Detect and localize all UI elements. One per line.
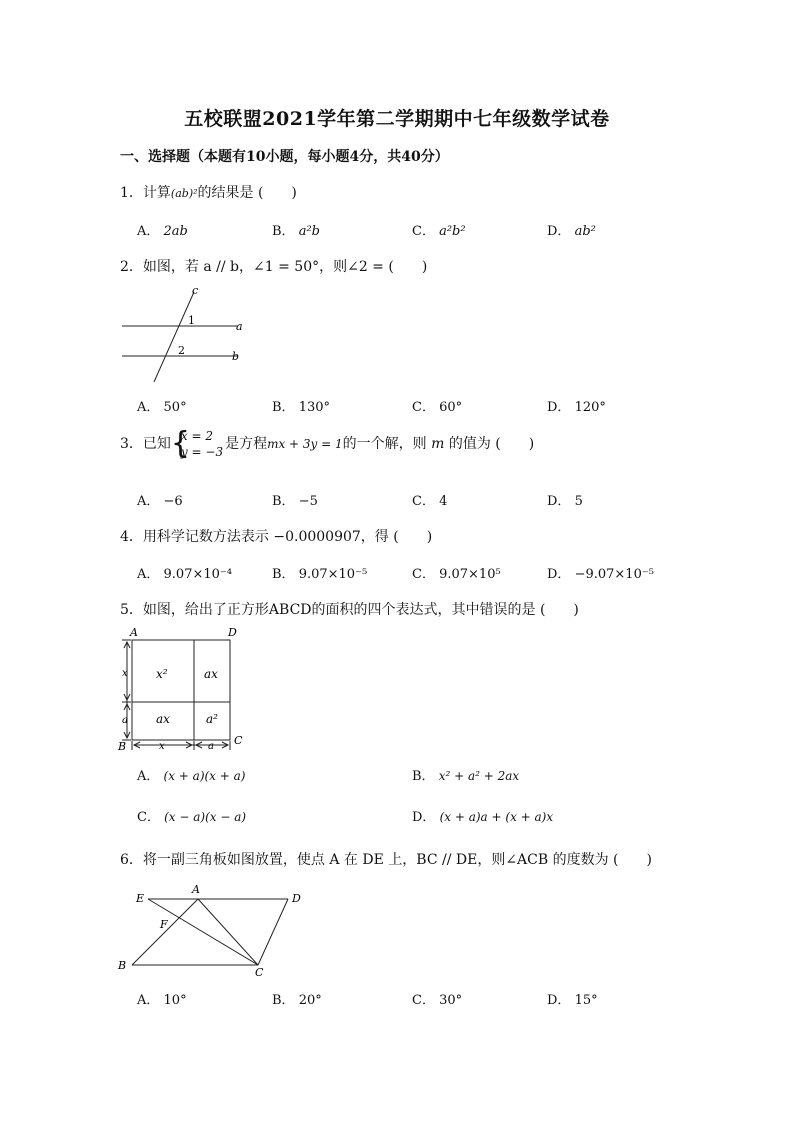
math-equation: mx + 3y = 1: [267, 437, 343, 451]
question-number: 2．: [120, 259, 143, 275]
q5-option-b[interactable]: B． x² + a² + 2ax: [412, 769, 520, 784]
q1-option-b[interactable]: B． a²b: [272, 224, 320, 239]
question-1: [120, 182, 297, 202]
vertex-label-c: C: [234, 734, 243, 747]
question-text: 已知: [142, 436, 171, 452]
triangle-set-figure: [112, 878, 312, 978]
vertex-label-b: B: [118, 740, 127, 753]
question-number: 1．: [120, 185, 143, 201]
question-4: [120, 526, 432, 546]
q3-option-c[interactable]: C． 4: [412, 494, 448, 509]
page-title: 五校联盟2021学年第二学期期中七年级数学试卷: [184, 108, 610, 130]
q6-option-c[interactable]: C． 30°: [412, 993, 463, 1008]
side-label-x: x: [122, 668, 128, 679]
q4-option-d[interactable]: D． −9.07×10⁻⁵: [547, 567, 654, 582]
line-label-a: a: [236, 320, 243, 333]
line-label-c: c: [192, 284, 199, 297]
vertex-label-d: D: [228, 626, 237, 639]
angle-label-2: 2: [178, 344, 185, 357]
section-heading: 一、选择题（本题有10小题，每小题4分，共40分）: [120, 149, 449, 165]
vertex-label-a: A: [130, 626, 138, 639]
q2-option-d[interactable]: D． 120°: [547, 400, 606, 415]
q1-option-c[interactable]: C． a²b²: [412, 224, 466, 239]
question-number: 6．: [120, 852, 143, 868]
question-text: 的值为 ( ): [448, 436, 535, 452]
bottom-label-x: x: [159, 741, 165, 752]
point-label-d: D: [292, 892, 301, 905]
region-label-a2: a²: [206, 712, 218, 726]
q6-option-a[interactable]: A． 10°: [137, 993, 187, 1008]
angle-label-1: 1: [188, 314, 195, 327]
question-2: [120, 256, 427, 276]
q5-option-c[interactable]: C． (x − a)(x − a): [137, 810, 247, 825]
square-area-figure: [112, 622, 257, 757]
q1-option-d[interactable]: D． ab²: [547, 224, 596, 239]
question-text: 的结果是 ( ): [197, 185, 297, 201]
math-variable: m: [431, 436, 445, 452]
q6-option-d[interactable]: D． 15°: [547, 993, 598, 1008]
q3-option-a[interactable]: A． −6: [137, 494, 183, 509]
q4-option-c[interactable]: C． 9.07×10⁵: [412, 567, 501, 582]
point-label-e: E: [136, 892, 145, 905]
equation-system: { x = 2 y = −3: [173, 428, 223, 460]
q6-option-b[interactable]: B． 20°: [272, 993, 322, 1008]
region-label-ax-bottom: ax: [156, 712, 170, 726]
q3-option-b[interactable]: B． −5: [272, 494, 318, 509]
question-text: 如图，给出了正方形ABCD的面积的四个表达式，其中错误的是 ( ): [142, 602, 579, 618]
q5-option-a[interactable]: A． (x + a)(x + a): [137, 769, 246, 784]
q2-option-c[interactable]: C． 60°: [412, 400, 463, 415]
point-label-a: A: [192, 883, 200, 896]
q2-option-b[interactable]: B． 130°: [272, 400, 331, 415]
point-label-c: C: [255, 966, 264, 979]
question-text: 用科学记数方法表示 −0.0000907，得 ( ): [142, 529, 433, 545]
parallel-lines-figure: [110, 280, 270, 390]
question-text: 是方程: [225, 436, 268, 452]
q2-option-a[interactable]: A． 50°: [137, 400, 187, 415]
bottom-label-a: a: [208, 741, 214, 752]
question-text: 的一个解，则: [342, 436, 427, 452]
question-text: 将一副三角板如图放置，使点 A 在 DE 上，BC // DE，则∠ACB 的度数为 ( ): [142, 852, 652, 868]
question-text: 计算: [142, 185, 171, 201]
point-label-f: F: [160, 918, 168, 931]
region-label-ax-top: ax: [204, 667, 218, 681]
question-5: [120, 599, 579, 619]
side-label-a: a: [122, 715, 128, 726]
point-label-b: B: [118, 959, 127, 972]
q4-option-a[interactable]: A． 9.07×10⁻⁴: [137, 567, 232, 582]
question-6: [120, 849, 652, 869]
question-number: 3．: [120, 436, 143, 452]
question-number: 5．: [120, 602, 143, 618]
q3-option-d[interactable]: D． 5: [547, 494, 583, 509]
question-text: 如图，若 a // b，∠1 = 50°，则∠2 = ( ): [142, 259, 428, 275]
q4-option-b[interactable]: B． 9.07×10⁻⁵: [272, 567, 368, 582]
q5-option-d[interactable]: D． (x + a)a + (x + a)x: [412, 810, 554, 825]
math-expression: (ab)²: [170, 187, 198, 200]
line-label-b: b: [232, 350, 240, 363]
question-3: [120, 428, 534, 460]
question-number: 4．: [120, 529, 143, 545]
region-label-x2: x²: [156, 667, 168, 681]
q1-option-a[interactable]: A． 2ab: [137, 224, 188, 239]
